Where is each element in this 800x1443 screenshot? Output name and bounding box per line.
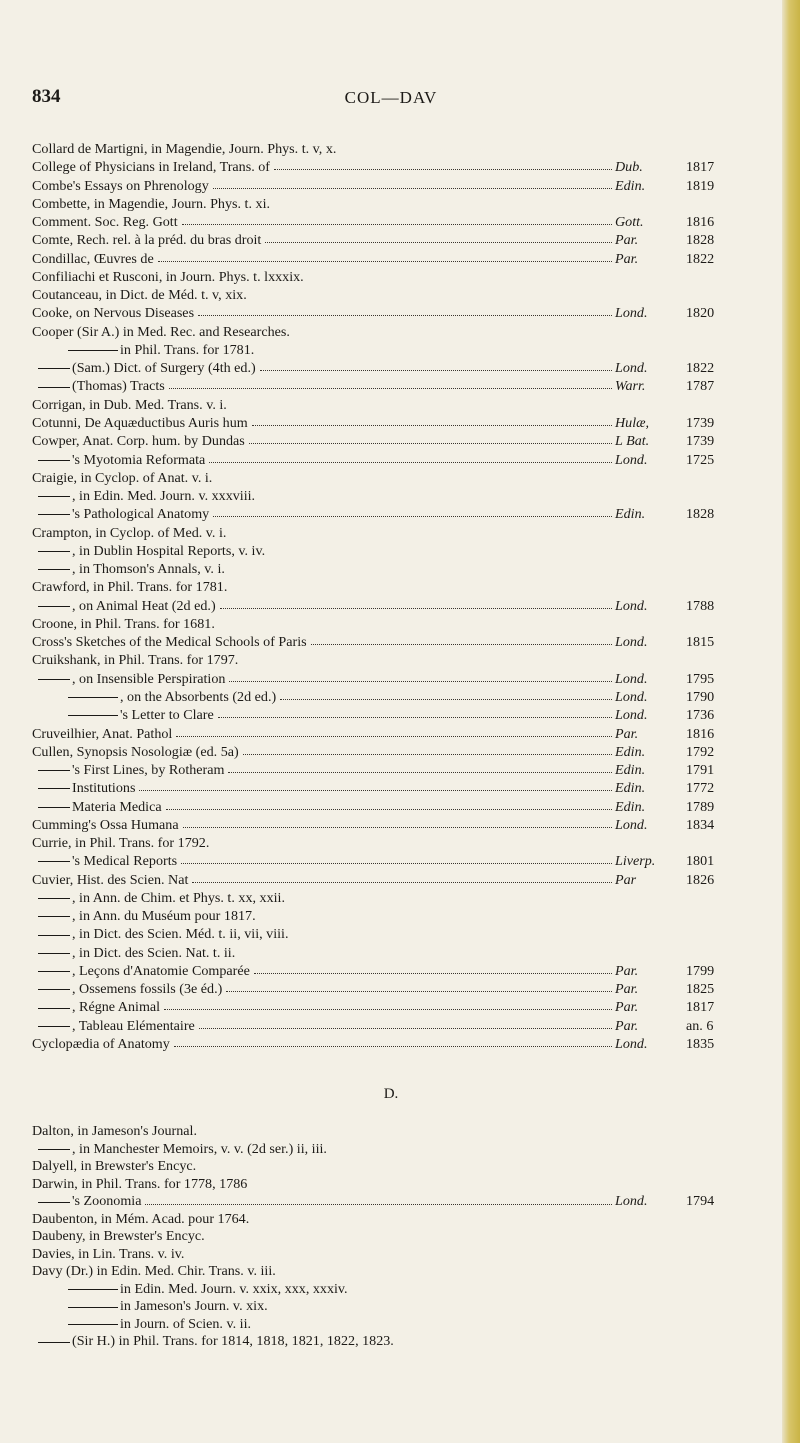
index-entry <box>32 1176 754 1194</box>
entry-year: 1792 <box>686 743 715 760</box>
index-entry <box>32 852 754 870</box>
entry-place: Par. <box>615 999 639 1016</box>
index-entry <box>32 725 754 743</box>
entry-text: Dalyell, in Brewster's Encyc. <box>32 1158 197 1174</box>
entry-text: , on the Absorbents (2d ed.) <box>120 688 277 705</box>
dot-leader <box>174 1046 612 1047</box>
index-entry <box>32 341 754 359</box>
index-entry <box>32 1281 754 1299</box>
entry-text: , on Animal Heat (2d ed.) <box>72 597 216 614</box>
entry-year: 1725 <box>686 451 715 468</box>
ditto-dash <box>38 861 70 862</box>
ditto-dash <box>38 496 70 497</box>
index-entry <box>32 1246 754 1264</box>
entry-text: Cyclopædia of Anatomy <box>32 1036 170 1053</box>
entry-text: in Phil. Trans. for 1781. <box>120 341 255 358</box>
dot-leader <box>218 717 612 718</box>
entry-text: Condillac, Œuvres de <box>32 250 154 267</box>
entry-text: , Tableau Elémentaire <box>72 1017 195 1034</box>
index-entry <box>32 505 754 523</box>
dot-leader <box>182 224 612 225</box>
entry-place: Gott. <box>615 214 644 231</box>
index-entry <box>32 1211 754 1229</box>
index-entry <box>32 1158 754 1176</box>
ditto-dash <box>38 788 70 789</box>
index-entry <box>32 743 754 761</box>
index-entry <box>32 1333 754 1351</box>
entry-place: Warr. <box>615 378 646 395</box>
dot-leader <box>181 863 612 864</box>
index-entry <box>32 944 754 962</box>
dot-leader <box>213 188 612 189</box>
index-entry <box>32 1193 754 1211</box>
ditto-dash <box>68 350 118 351</box>
dot-leader <box>176 736 612 737</box>
entry-year: 1801 <box>686 853 715 870</box>
entry-place: Edin. <box>615 780 646 797</box>
ditto-dash <box>38 1342 70 1343</box>
entry-year: 1739 <box>686 414 715 431</box>
entry-text: College of Physicians in Ireland, Trans. of <box>32 159 271 176</box>
ditto-dash <box>38 971 70 972</box>
index-entry <box>32 651 754 669</box>
index-entry <box>32 158 754 176</box>
index-entry <box>32 487 754 505</box>
index-entry <box>32 377 754 395</box>
entry-text: Coutanceau, in Dict. de Méd. t. v, xix. <box>32 287 247 304</box>
entry-year: 1817 <box>686 159 715 176</box>
ditto-dash <box>68 697 118 698</box>
entry-year: 1826 <box>686 871 715 888</box>
entry-year: 1795 <box>686 670 715 687</box>
dot-leader <box>265 242 612 243</box>
entry-year: 1794 <box>686 1193 715 1209</box>
dot-leader <box>169 388 612 389</box>
dot-leader <box>199 1028 612 1029</box>
entry-year: 1788 <box>686 597 715 614</box>
entry-place: Lond. <box>615 1193 648 1209</box>
entry-year: 1825 <box>686 981 715 998</box>
index-entry <box>32 597 754 615</box>
index-entry <box>32 304 754 322</box>
index-entry <box>32 962 754 980</box>
dot-leader <box>183 827 612 828</box>
ditto-dash <box>38 1008 70 1009</box>
entry-text: Cruikshank, in Phil. Trans. for 1797. <box>32 652 239 669</box>
entry-place: Lond. <box>615 597 648 614</box>
dot-leader <box>226 991 612 992</box>
index-entry <box>32 286 754 304</box>
entry-place: Edin. <box>615 798 646 815</box>
entry-place: Edin. <box>615 177 646 194</box>
index-entry <box>32 1017 754 1035</box>
dot-leader <box>192 882 612 883</box>
index-entry <box>32 1228 754 1246</box>
ditto-dash <box>38 551 70 552</box>
entry-text: Collard de Martigni, in Magendie, Journ. Phys. t. v, x. <box>32 141 337 157</box>
index-entry <box>32 396 754 414</box>
index-entry <box>32 323 754 341</box>
entry-text: , in Dublin Hospital Reports, v. iv. <box>72 542 266 559</box>
entry-text: Comte, Rech. rel. à la préd. du bras droit <box>32 232 262 249</box>
dot-leader <box>145 1204 612 1205</box>
dot-leader <box>139 790 612 791</box>
ditto-dash <box>38 368 70 369</box>
entry-place: Lond. <box>615 688 648 705</box>
dot-leader <box>158 261 612 262</box>
entry-year: 1772 <box>686 780 715 797</box>
dot-leader <box>164 1009 612 1010</box>
entry-text: (Sir H.) in Phil. Trans. for 1814, 1818, 1821, 1822, 1823. <box>72 1333 394 1349</box>
index-entry <box>32 889 754 907</box>
ditto-dash <box>68 1289 118 1290</box>
entry-year: 1822 <box>686 250 715 267</box>
entry-place: Lond. <box>615 816 648 833</box>
entry-text: Combe's Essays on Phrenology <box>32 177 209 194</box>
entry-text: , in Edin. Med. Journ. v. xxxviii. <box>72 488 256 505</box>
index-entry <box>32 816 754 834</box>
index-entry <box>32 451 754 469</box>
entry-text: Institutions <box>72 780 136 797</box>
entry-text: Cotunni, De Aquæductibus Auris hum <box>32 414 248 431</box>
entry-text: , in Ann. de Chim. et Phys. t. xx, xxii. <box>72 889 285 906</box>
index-entry <box>32 414 754 432</box>
entry-place: Edin. <box>615 743 646 760</box>
entry-text: , in Ann. du Muséum pour 1817. <box>72 908 256 925</box>
entry-year: an. 6 <box>686 1017 714 1034</box>
index-entry <box>32 980 754 998</box>
entry-text: Cuvier, Hist. des Scien. Nat <box>32 871 189 888</box>
entry-text: Combette, in Magendie, Journ. Phys. t. xi. <box>32 195 271 212</box>
entry-text: 's Pathological Anatomy <box>72 506 210 523</box>
entry-text: Davy (Dr.) in Edin. Med. Chir. Trans. v. iii. <box>32 1263 276 1279</box>
entry-text: (Thomas) Tracts <box>72 378 165 395</box>
index-entry <box>32 1263 754 1281</box>
entry-text: , in Dict. des Scien. Nat. t. ii. <box>72 944 236 961</box>
index-entry <box>32 432 754 450</box>
ditto-dash <box>38 569 70 570</box>
entry-text: (Sam.) Dict. of Surgery (4th ed.) <box>72 360 256 377</box>
entry-place: Par. <box>615 962 639 979</box>
dot-leader <box>249 443 612 444</box>
ditto-dash <box>68 715 118 716</box>
entry-place: Lond. <box>615 451 648 468</box>
running-title: COL—DAV <box>344 88 438 107</box>
dot-leader <box>229 681 612 682</box>
entry-place: L Bat. <box>615 433 650 450</box>
index-entry <box>32 140 754 158</box>
index-entry <box>32 578 754 596</box>
dot-leader <box>220 608 612 609</box>
dot-leader <box>311 644 612 645</box>
index-entry <box>32 779 754 797</box>
dot-leader <box>228 772 612 773</box>
index-entry <box>32 925 754 943</box>
ditto-dash <box>38 898 70 899</box>
entry-place: Par. <box>615 250 639 267</box>
index-entry <box>32 688 754 706</box>
dot-leader <box>274 169 612 170</box>
entry-place: Lond. <box>615 670 648 687</box>
index-entry <box>32 195 754 213</box>
entry-text: , in Thomson's Annals, v. i. <box>72 561 225 578</box>
entry-year: 1815 <box>686 634 715 651</box>
index-entry <box>32 359 754 377</box>
entry-place: Dub. <box>615 159 643 176</box>
entry-year: 1820 <box>686 305 715 322</box>
entry-place: Par. <box>615 725 639 742</box>
index-entry <box>32 250 754 268</box>
index-entry <box>32 213 754 231</box>
ditto-dash <box>38 916 70 917</box>
entry-text: 's First Lines, by Rotheram <box>72 762 225 779</box>
dot-leader <box>280 699 612 700</box>
index-entry <box>32 1316 754 1334</box>
ditto-dash <box>38 1202 70 1203</box>
index-entry <box>32 907 754 925</box>
entry-year: 1835 <box>686 1036 715 1053</box>
ditto-dash <box>38 989 70 990</box>
ditto-dash <box>38 514 70 515</box>
index-entry <box>32 998 754 1016</box>
ditto-dash <box>38 606 70 607</box>
entry-text: Cumming's Ossa Humana <box>32 816 179 833</box>
entry-place: Lond. <box>615 634 648 651</box>
entry-text: 's Medical Reports <box>72 853 178 870</box>
index-entry <box>32 231 754 249</box>
index-entry <box>32 1035 754 1053</box>
entry-text: Crawford, in Phil. Trans. for 1781. <box>32 579 228 596</box>
entry-text: Comment. Soc. Reg. Gott <box>32 214 178 231</box>
entry-year: 1787 <box>686 378 715 395</box>
entry-text: Cowper, Anat. Corp. hum. by Dundas <box>32 433 245 450</box>
index-entry <box>32 177 754 195</box>
entry-year: 1834 <box>686 816 715 833</box>
dot-leader <box>254 973 612 974</box>
entry-text: Daubenton, in Mém. Acad. pour 1764. <box>32 1210 250 1227</box>
entry-year: 1828 <box>686 506 715 523</box>
entry-place: Lond. <box>615 707 648 724</box>
entry-year: 1799 <box>686 962 715 979</box>
entry-place: Par. <box>615 981 639 998</box>
section-letter-d: D. <box>383 1086 399 1102</box>
entry-year: 1790 <box>686 688 715 705</box>
entry-text: Cooper (Sir A.) in Med. Rec. and Researches. <box>32 323 290 340</box>
ditto-dash <box>68 1307 118 1308</box>
entry-year: 1739 <box>686 433 715 450</box>
ditto-dash <box>38 679 70 680</box>
dot-leader <box>260 370 612 371</box>
index-entry <box>32 542 754 560</box>
entry-text: , Leçons d'Anatomie Comparée <box>72 962 250 979</box>
dot-leader <box>166 809 612 810</box>
entry-text: Daubeny, in Brewster's Encyc. <box>32 1228 205 1244</box>
entry-text: Dalton, in Jameson's Journal. <box>32 1123 197 1139</box>
index-entry <box>32 798 754 816</box>
entry-text: Currie, in Phil. Trans. for 1792. <box>32 835 210 852</box>
entry-year: 1789 <box>686 798 715 815</box>
index-entries-d <box>32 1123 754 1351</box>
index-entry <box>32 1123 754 1141</box>
entry-text: Crampton, in Cyclop. of Med. v. i. <box>32 524 227 541</box>
index-entry <box>32 706 754 724</box>
entry-text: , Ossemens fossils (3e éd.) <box>72 981 223 998</box>
entry-place: Hulæ, <box>615 414 650 431</box>
dot-leader <box>243 754 612 755</box>
page-number: 834 <box>32 86 61 107</box>
index-entry <box>32 761 754 779</box>
index-entry <box>32 1141 754 1159</box>
ditto-dash <box>38 1149 70 1150</box>
entry-year: 1822 <box>686 360 715 377</box>
index-entry <box>32 615 754 633</box>
entry-text: 's Myotomia Reformata <box>72 451 206 468</box>
entry-place: Lond. <box>615 360 648 377</box>
entry-place: Par. <box>615 232 639 249</box>
entry-year: 1791 <box>686 762 715 779</box>
entry-text: Cullen, Synopsis Nosologiæ (ed. 5a) <box>32 743 239 760</box>
entry-year: 1817 <box>686 999 715 1016</box>
page-header <box>0 86 782 112</box>
entry-place: Edin. <box>615 506 646 523</box>
index-entry <box>32 834 754 852</box>
entry-text: 's Zoonomia <box>72 1193 142 1209</box>
index-entry <box>32 1298 754 1316</box>
entry-text: in Jameson's Journ. v. xix. <box>120 1298 268 1314</box>
index-entry <box>32 469 754 487</box>
ditto-dash <box>38 1026 70 1027</box>
dot-leader <box>198 315 612 316</box>
index-entry <box>32 670 754 688</box>
entry-year: 1736 <box>686 707 715 724</box>
dot-leader <box>209 462 612 463</box>
entry-place: Liverp. <box>615 853 656 870</box>
entry-place: Edin. <box>615 762 646 779</box>
entry-text: Corrigan, in Dub. Med. Trans. v. i. <box>32 396 227 413</box>
dot-leader <box>213 516 612 517</box>
entry-text: in Journ. of Scien. v. ii. <box>120 1315 252 1332</box>
ditto-dash <box>68 1324 118 1325</box>
entry-place: Lond. <box>615 305 648 322</box>
entry-place: Par. <box>615 1017 639 1034</box>
entry-text: Craigie, in Cyclop. of Anat. v. i. <box>32 469 213 486</box>
ditto-dash <box>38 387 70 388</box>
index-entries-c <box>32 140 754 1053</box>
entry-place: Par <box>615 871 637 888</box>
ditto-dash <box>38 770 70 771</box>
entry-text: , on Insensible Perspiration <box>72 670 226 687</box>
entry-text: Materia Medica <box>72 798 162 815</box>
entry-text: Croone, in Phil. Trans. for 1681. <box>32 615 215 632</box>
entry-year: 1816 <box>686 214 715 231</box>
entry-text: Cruveilhier, Anat. Pathol <box>32 725 173 742</box>
entry-text: Davies, in Lin. Trans. v. iv. <box>32 1245 185 1262</box>
entry-text: Darwin, in Phil. Trans. for 1778, 1786 <box>32 1175 248 1192</box>
ditto-dash <box>38 460 70 461</box>
entry-text: in Edin. Med. Journ. v. xxix, xxx, xxxiv. <box>120 1280 348 1297</box>
page-edge-binding <box>782 0 800 1443</box>
entry-text: , in Dict. des Scien. Méd. t. ii, vii, viii. <box>72 926 289 943</box>
entry-text: Cooke, on Nervous Diseases <box>32 305 195 322</box>
ditto-dash <box>38 953 70 954</box>
index-entry <box>32 524 754 542</box>
ditto-dash <box>38 935 70 936</box>
entry-place: Lond. <box>615 1036 648 1053</box>
entry-text: , Régne Animal <box>72 999 161 1016</box>
index-entry <box>32 871 754 889</box>
entry-text: Cross's Sketches of the Medical Schools of Paris <box>32 634 307 651</box>
dot-leader <box>252 425 612 426</box>
ditto-dash <box>38 807 70 808</box>
entry-year: 1819 <box>686 177 715 194</box>
entry-text: , in Manchester Memoirs, v. v. (2d ser.) ii, iii. <box>72 1140 327 1157</box>
entry-year: 1828 <box>686 232 715 249</box>
index-entry <box>32 633 754 651</box>
index-entry <box>32 560 754 578</box>
entry-text: Confiliachi et Rusconi, in Journ. Phys. t. lxxxix. <box>32 268 304 285</box>
entry-year: 1816 <box>686 725 715 742</box>
index-entry <box>32 268 754 286</box>
entry-text: 's Letter to Clare <box>120 707 214 724</box>
